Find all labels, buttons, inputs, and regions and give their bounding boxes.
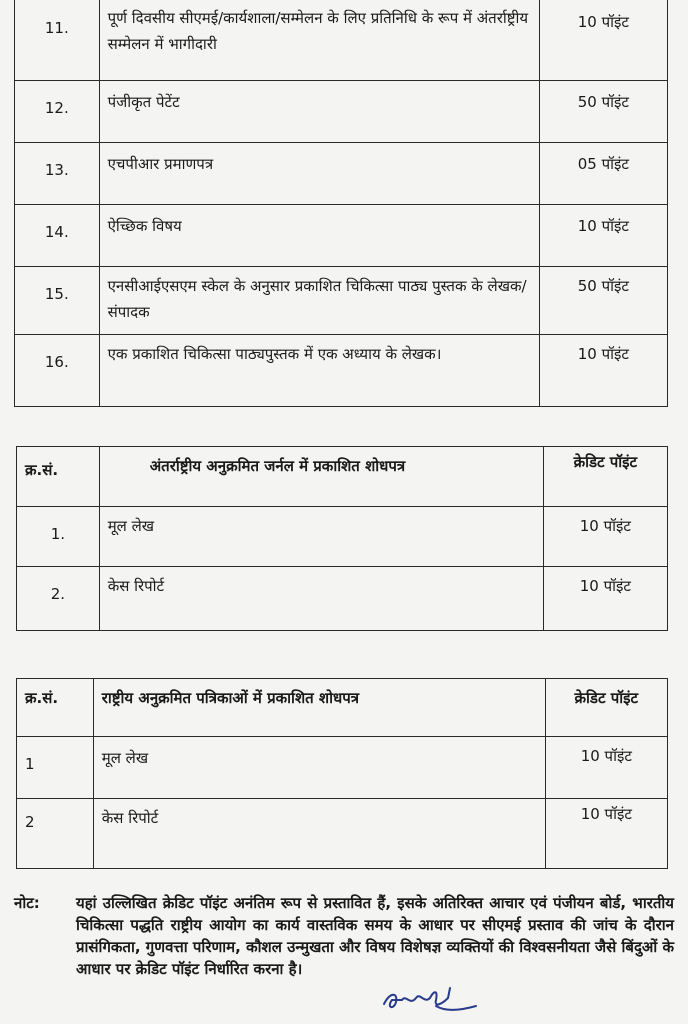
- row-number: 16.: [44, 353, 69, 371]
- table-row: [15, 335, 668, 407]
- row-number: 15.: [44, 285, 69, 303]
- row-number: 1.: [50, 525, 65, 543]
- row-description: पूर्ण दिवसीय सीएमई/कार्यशाला/सम्मेलन के लिए प्रतिनिधि के रूप में अंतर्राष्ट्रीय सम्मेलन में भागीदारी: [107, 9, 529, 53]
- row-points: 10 पॉइंट: [580, 805, 632, 823]
- national-journal-papers-table: [16, 678, 668, 869]
- row-description: एनसीआईएसएम स्केल के अनुसार प्रकाशित चिकित्सा पाठ्य पुस्तक के लेखक/संपादक: [107, 277, 527, 321]
- row-description: एचपीआर प्रमाणपत्र: [107, 155, 214, 173]
- header-description: राष्ट्रीय अनुक्रमित पत्रिकाओं में प्रकाशित शोधपत्र: [101, 689, 360, 707]
- header-credit-points: क्रेडिट पॉइंट: [573, 453, 638, 471]
- row-number: 1: [25, 755, 35, 773]
- note-paragraph: [14, 892, 674, 980]
- row-number: 2.: [50, 585, 65, 603]
- table-row: [17, 507, 668, 567]
- header-serial: क्र.सं.: [25, 461, 59, 479]
- international-journal-papers-table: [16, 446, 668, 631]
- row-description: मूल लेख: [101, 749, 149, 767]
- row-number: 11.: [44, 19, 69, 37]
- row-description: ऐच्छिक विषय: [107, 217, 182, 235]
- header-description: अंतर्राष्ट्रीय अनुक्रमित जर्नल में प्रकाशित शोधपत्र: [149, 457, 406, 475]
- table-row: [17, 737, 668, 799]
- row-points: 10 पॉइंट: [579, 517, 631, 535]
- row-points: 50 पॉइंट: [577, 277, 629, 295]
- row-points: 50 पॉइंट: [577, 93, 629, 111]
- table-row: [15, 81, 668, 143]
- header-credit-points: क्रेडिट पॉइंट: [574, 689, 639, 707]
- row-number: 12.: [44, 99, 69, 117]
- row-number: 14.: [44, 223, 69, 241]
- table-row: [15, 143, 668, 205]
- row-number: 13.: [44, 161, 69, 179]
- row-points: 10 पॉइंट: [580, 747, 632, 765]
- row-number: 2: [25, 813, 35, 831]
- table-row: [17, 799, 668, 869]
- row-description: मूल लेख: [107, 517, 155, 535]
- header-serial: क्र.सं.: [25, 689, 59, 707]
- signature-image: [376, 982, 486, 1022]
- note-text: यहां उल्लिखित क्रेडिट पॉइंट अनंतिम रूप से प्रस्तावित हैं, इसके अतिरिक्त आचार एवं पंजीयन बोर्ड, भारतीय चिकित्सा पद्धति राष्ट्रीय आयोग का कार्य वास्तविक समय के आधार पर सीएमई प्रस्ताव की जांच के दौरान प्रासंगिकता, गुणवत्ता परिणाम, कौशल उन्मुखता और विषय विशेषज्ञ व्यक्तियों की विश्वसनीयता जैसे बिंदुओं के आधार पर क्रेडिट पॉइंट निर्धारित करना है।: [76, 894, 674, 978]
- credit-points-table-continued: [14, 0, 668, 407]
- row-points: 10 पॉइंट: [579, 577, 631, 595]
- table-row: [15, 205, 668, 267]
- row-points: 10 पॉइंट: [577, 345, 629, 363]
- row-description: केस रिपोर्ट: [101, 809, 159, 827]
- note-label: नोट:: [14, 894, 40, 912]
- row-description: पंजीकृत पेटेंट: [107, 93, 180, 111]
- table-header-row: [17, 447, 668, 507]
- row-points: 05 पॉइंट: [577, 155, 629, 173]
- table-header-row: [17, 679, 668, 737]
- row-description: केस रिपोर्ट: [107, 577, 165, 595]
- table-row: [15, 0, 668, 81]
- table-row: [17, 567, 668, 631]
- table-row: [15, 267, 668, 335]
- row-description: एक प्रकाशित चिकित्सा पाठ्यपुस्तक में एक अध्याय के लेखक।: [107, 345, 442, 363]
- row-points: 10 पॉइंट: [577, 13, 629, 31]
- row-points: 10 पॉइंट: [577, 217, 629, 235]
